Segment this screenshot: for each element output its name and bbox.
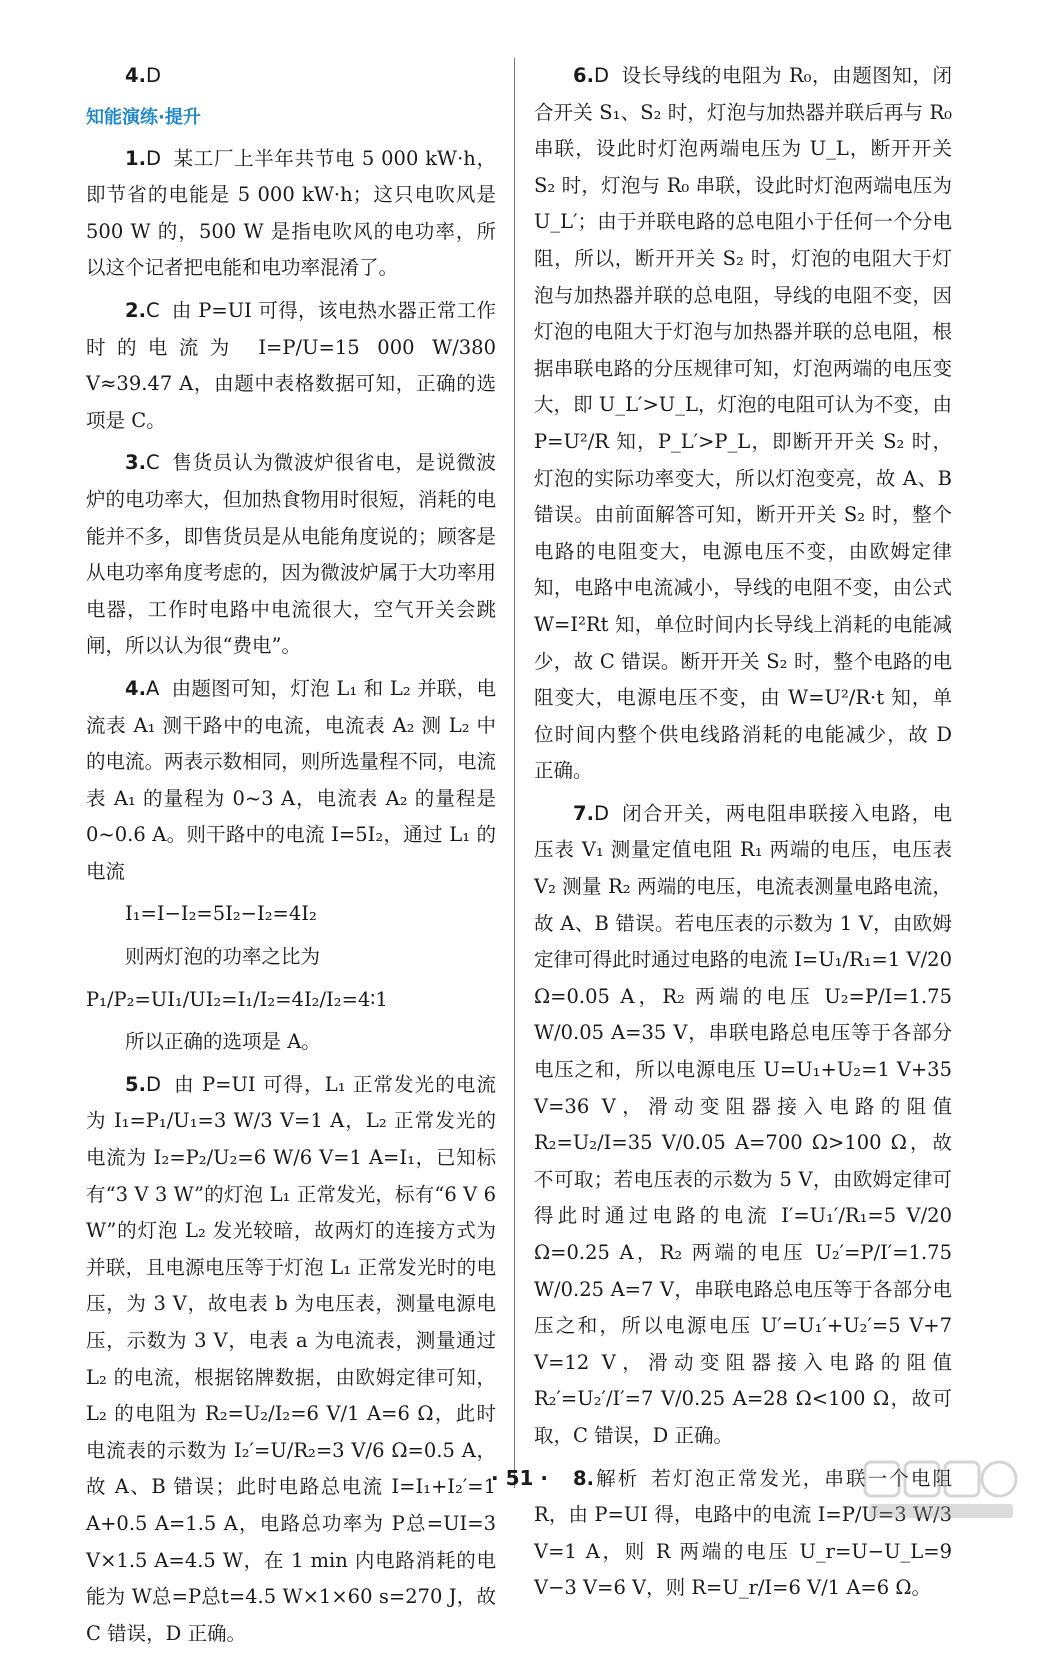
answer-choice: D: [593, 801, 609, 825]
answer-paragraph: [86, 671, 496, 891]
formula-line: 则两灯泡的功率之比为: [125, 945, 321, 969]
explanation-text: 设长导线的电阻为 R₀，由题图知，闭合开关 S₁、S₂ 时，灯泡与加热器并联后再与 R₀ 串联，设此时灯泡两端电压为 U_L，断开开关 S₂ 时，灯泡与 R₀ 串联，设此时灯泡两端电压为 U_L′；由于并联电路的总电阻小于任何一个分电阻，所以，断开开关 S₂ 时，灯泡的电阻大于灯泡与加热器并联的总电阻，导线的电阻不变，因灯泡的电阻大于灯泡与加热器并联的总电阻，根据串联电路的分压规律可知，灯泡两端的电压变大，即 U_L′>U_L，灯泡的电阻可认为不变，由 P=U²/R 知，P_L′>P_L，即断开开关 S₂ 时，灯泡的实际功率变大，所以灯泡变亮，故 A、B 错误。由前面解答可知，断开开关 S₂ 时，整个电路的电阻变大，电源电压不变，由欧姆定律知，电路中电流减小，导线的电阻不变，由公式 W=I²Rt 知，单位时间内长导线上消耗的电能减少，故 C 错误。断开开关 S₂ 时，整个电路的电阻变大，电源电压不变，由 W=U²/R·t 知，单位时间内整个供电线路消耗的电能减少，故 D 正确。: [534, 64, 952, 783]
explanation-text: 若灯泡正常发光，串联一个电阻 R，由 P=UI 得，电路中的电流 I=P/U=3 W/3 V=1 A，则 R 两端的电压 U_r=U−U_L=9 V−3 V=6 V，则 R=U_r/I=6 V/1 A=6 Ω。: [534, 1466, 952, 1600]
right-column: [534, 58, 952, 1613]
question-number: 3.: [125, 451, 146, 475]
question-number: 4.: [125, 64, 146, 87]
answer-paragraph: [86, 58, 496, 95]
answer-paragraph: [86, 1067, 496, 1653]
question-number: 7.: [573, 801, 594, 825]
question-number: 1.: [125, 146, 146, 170]
answer-paragraph: [534, 796, 952, 1455]
answer-paragraph: [534, 58, 952, 790]
answer-paragraph: [86, 445, 496, 665]
left-column: [86, 58, 496, 1658]
watermark-logo-icon: [861, 1454, 1021, 1524]
question-number: 6.: [573, 64, 594, 87]
formula-line: I₁=I−I₂=5I₂−I₂=4I₂: [125, 902, 317, 926]
explanation-text: 某工厂上半年共节电 5 000 kW·h，即节省的电能是 5 000 kW·h；这只电吹风是 500 W 的，500 W 是指电吹风的电功率，所以这个记者把电能和电功率混淆了。: [86, 146, 496, 280]
section-heading: 知能演练·提升: [86, 106, 201, 128]
answer-choice: D: [145, 146, 161, 170]
explanation-text: 由 P=UI 可得，L₁ 正常发光的电流为 I₁=P₁/U₁=3 W/3 V=1 A，L₂ 正常发光的电流为 I₂=P₂/U₂=6 W/6 V=1 A=I₁，已知标有“3 V 3 W”的灯泡 L₁ 正常发光，标有“6 V 6 W”的灯泡 L₂ 发光较暗，故两灯的连接方式为并联，且电源电压等于灯泡 L₁ 正常发光时的电压，为 3 V，故电表 b 为电压表，测量电源电压，示数为 3 V，电表 a 为电流表，测量通过 L₂ 的电流，根据铭牌数据，由欧姆定律可知，L₂ 的电阻为 R₂=U₂/I₂=6 V/1 A=6 Ω，此时电流表的示数为 I₂′=U/R₂=3 V/6 Ω=0.5 A，故 A、B 错误；此时电路总电流 I=I₁+I₂′=1 A+0.5 A=1.5 A，电路总功率为 P总=UI=3 V×1.5 A=4.5 W，在 1 min 内电路消耗的电能为 W总=P总t=4.5 W×1×60 s=270 J，故 C 错误，D 正确。: [86, 1072, 496, 1645]
answer-choice: D: [145, 1072, 161, 1096]
formula-line: P₁/P₂=UI₁/UI₂=I₁/I₂=4I₂/I₂=4∶1: [86, 987, 388, 1011]
explanation-text: 由题图可知，灯泡 L₁ 和 L₂ 并联，电流表 A₁ 测干路中的电流，电流表 A₂ 测 L₂ 中的电流。两表示数相同，则所选量程不同，电流表 A₁ 的量程为 0~3 A，电流表 A₂ 的量程是 0~0.6 A。则干路中的电流 I=5I₂，通过 L₁ 的电流: [86, 676, 496, 883]
answer-choice: D: [593, 64, 609, 87]
question-number: 5.: [125, 1072, 146, 1096]
answer-choice: C: [145, 451, 160, 475]
answer-choice: D: [145, 64, 161, 87]
answer-choice: C: [145, 298, 160, 322]
answer-paragraph: [86, 293, 496, 439]
question-number: 2.: [125, 298, 146, 322]
explanation-text: 闭合开关，两电阻串联接入电路，电压表 V₁ 测量定值电阻 R₁ 两端的电压，电压表 V₂ 测量 R₂ 两端的电压，电流表测量电路电流，故 A、B 错误。若电压表的示数为 1 V，由欧姆定律可得此时通过电路的电流 I=U₁/R₁=1 V/20 Ω=0.05 A，R₂ 两端的电压 U₂=P/I=1.75 W/0.05 A=35 V，串联电路总电压等于各部分电压之和，所以电源电压 U=U₁+U₂=1 V+35 V=36 V，滑动变阻器接入电路的阻值 R₂=U₂/I=35 V/0.05 A=700 Ω>100 Ω，故不可取；若电压表的示数为 5 V，由欧姆定律可得此时通过电路的电流 I′=U₁′/R₁=5 V/20 Ω=0.25 A，R₂ 两端的电压 U₂′=P/I′=1.75 W/0.25 A=7 V，串联电路总电压等于各部分电压之和，所以电源电压 U′=U₁′+U₂′=5 V+7 V=12 V，滑动变阻器接入电路的阻值 R₂′=U₂′/I′=7 V/0.25 A=28 Ω<100 Ω，故可取，C 错误，D 正确。: [534, 801, 952, 1447]
question-number: 4.: [125, 676, 146, 700]
page-number: · 51 ·: [491, 1466, 548, 1490]
answer-choice: A: [145, 676, 160, 700]
formula-line: 所以正确的选项是 A。: [125, 1030, 321, 1054]
answer-choice: 解析: [593, 1466, 640, 1490]
explanation-text: 售货员认为微波炉很省电，是说微波炉的电功率大，但加热食物用时很短，消耗的电能并不多，即售货员是从电能角度说的；顾客是从电功率角度考虑的，因为微波炉属于大功率用电器，工作时电路中电流很大，空气开关会跳闸，所以认为很“费电”。: [86, 451, 496, 658]
column-divider: [514, 58, 515, 1488]
explanation-text: 由 P=UI 可得，该电热水器正常工作时的电流为 I=P/U=15 000 W/380 V≈39.47 A，由题中表格数据可知，正确的选项是 C。: [86, 298, 496, 432]
question-number: 8.: [573, 1466, 594, 1490]
answer-paragraph: [86, 141, 496, 287]
